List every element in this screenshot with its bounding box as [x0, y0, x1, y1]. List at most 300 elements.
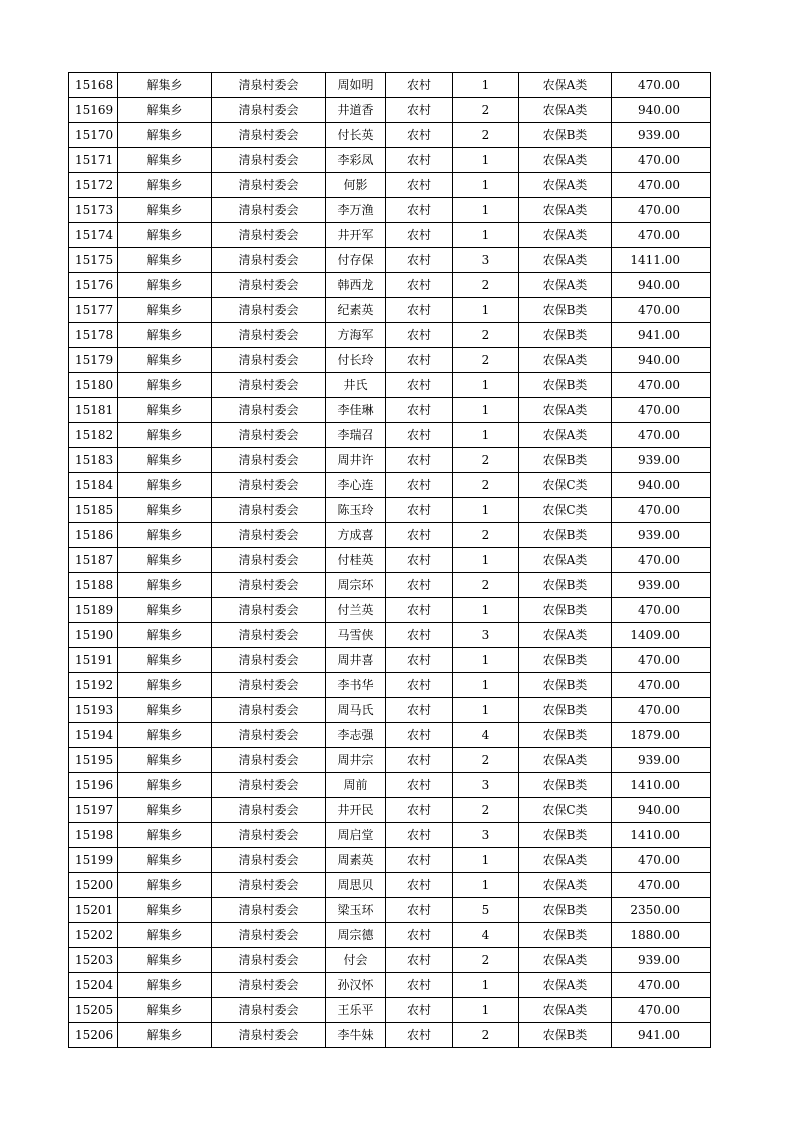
cell-area: 农村: [386, 573, 453, 598]
cell-category: 农保C类: [519, 473, 612, 498]
cell-category: 农保B类: [519, 1023, 612, 1048]
cell-count: 1: [453, 373, 519, 398]
cell-amount: 1409.00: [612, 623, 711, 648]
cell-id: 15177: [69, 298, 118, 323]
cell-count: 1: [453, 148, 519, 173]
table-row: [69, 698, 711, 723]
cell-id: 15196: [69, 773, 118, 798]
cell-name: 井开民: [326, 798, 386, 823]
cell-count: 1: [453, 298, 519, 323]
cell-name: 李彩凤: [326, 148, 386, 173]
cell-name: 周马氏: [326, 698, 386, 723]
cell-township: 解集乡: [118, 473, 212, 498]
cell-category: 农保A类: [519, 173, 612, 198]
cell-category: 农保A类: [519, 423, 612, 448]
cell-id: 15172: [69, 173, 118, 198]
cell-count: 2: [453, 798, 519, 823]
cell-area: 农村: [386, 373, 453, 398]
cell-area: 农村: [386, 498, 453, 523]
cell-township: 解集乡: [118, 273, 212, 298]
table-row: [69, 98, 711, 123]
cell-amount: 1880.00: [612, 923, 711, 948]
cell-township: 解集乡: [118, 898, 212, 923]
cell-name: 井开军: [326, 223, 386, 248]
cell-village: 清泉村委会: [212, 348, 326, 373]
cell-area: 农村: [386, 223, 453, 248]
cell-name: 李志强: [326, 723, 386, 748]
cell-township: 解集乡: [118, 173, 212, 198]
cell-village: 清泉村委会: [212, 598, 326, 623]
cell-name: 周前: [326, 773, 386, 798]
cell-category: 农保B类: [519, 773, 612, 798]
cell-township: 解集乡: [118, 698, 212, 723]
cell-area: 农村: [386, 773, 453, 798]
cell-count: 1: [453, 548, 519, 573]
cell-id: 15202: [69, 923, 118, 948]
cell-area: 农村: [386, 448, 453, 473]
cell-area: 农村: [386, 298, 453, 323]
cell-count: 1: [453, 648, 519, 673]
cell-amount: 470.00: [612, 998, 711, 1023]
cell-area: 农村: [386, 523, 453, 548]
cell-area: 农村: [386, 148, 453, 173]
cell-name: 付桂英: [326, 548, 386, 573]
cell-village: 清泉村委会: [212, 73, 326, 98]
cell-township: 解集乡: [118, 873, 212, 898]
cell-village: 清泉村委会: [212, 148, 326, 173]
cell-count: 5: [453, 898, 519, 923]
table-row: [69, 198, 711, 223]
cell-area: 农村: [386, 248, 453, 273]
cell-amount: 1879.00: [612, 723, 711, 748]
cell-amount: 470.00: [612, 73, 711, 98]
cell-category: 农保B类: [519, 123, 612, 148]
cell-count: 1: [453, 223, 519, 248]
cell-area: 农村: [386, 823, 453, 848]
cell-township: 解集乡: [118, 73, 212, 98]
cell-township: 解集乡: [118, 848, 212, 873]
table-row: [69, 923, 711, 948]
cell-name: 韩西龙: [326, 273, 386, 298]
cell-township: 解集乡: [118, 723, 212, 748]
cell-name: 马雪侠: [326, 623, 386, 648]
cell-id: 15179: [69, 348, 118, 373]
cell-township: 解集乡: [118, 573, 212, 598]
table-row: [69, 148, 711, 173]
cell-count: 1: [453, 973, 519, 998]
cell-name: 周宗德: [326, 923, 386, 948]
table-row: [69, 998, 711, 1023]
table-body: [69, 73, 711, 1048]
cell-id: 15191: [69, 648, 118, 673]
cell-amount: 470.00: [612, 873, 711, 898]
cell-amount: 2350.00: [612, 898, 711, 923]
cell-name: 李牛妹: [326, 1023, 386, 1048]
cell-area: 农村: [386, 723, 453, 748]
table-row: [69, 673, 711, 698]
table-row: [69, 223, 711, 248]
cell-township: 解集乡: [118, 348, 212, 373]
cell-count: 3: [453, 773, 519, 798]
cell-township: 解集乡: [118, 148, 212, 173]
table-row: [69, 623, 711, 648]
cell-village: 清泉村委会: [212, 973, 326, 998]
cell-area: 农村: [386, 73, 453, 98]
cell-id: 15203: [69, 948, 118, 973]
cell-name: 李万渔: [326, 198, 386, 223]
cell-amount: 470.00: [612, 373, 711, 398]
cell-area: 农村: [386, 698, 453, 723]
cell-name: 王乐平: [326, 998, 386, 1023]
cell-count: 3: [453, 823, 519, 848]
cell-area: 农村: [386, 798, 453, 823]
table-row: [69, 798, 711, 823]
cell-amount: 470.00: [612, 173, 711, 198]
cell-name: 付兰英: [326, 598, 386, 623]
table-row: [69, 598, 711, 623]
cell-count: 1: [453, 873, 519, 898]
cell-id: 15176: [69, 273, 118, 298]
cell-category: 农保A类: [519, 548, 612, 573]
cell-id: 15205: [69, 998, 118, 1023]
cell-area: 农村: [386, 98, 453, 123]
cell-village: 清泉村委会: [212, 223, 326, 248]
cell-category: 农保A类: [519, 198, 612, 223]
cell-count: 1: [453, 398, 519, 423]
cell-village: 清泉村委会: [212, 473, 326, 498]
cell-id: 15201: [69, 898, 118, 923]
cell-category: 农保B类: [519, 598, 612, 623]
cell-area: 农村: [386, 673, 453, 698]
cell-category: 农保A类: [519, 873, 612, 898]
cell-count: 4: [453, 923, 519, 948]
cell-category: 农保B类: [519, 898, 612, 923]
cell-category: 农保A类: [519, 623, 612, 648]
cell-count: 2: [453, 123, 519, 148]
table-row: [69, 273, 711, 298]
cell-area: 农村: [386, 123, 453, 148]
cell-name: 方成喜: [326, 523, 386, 548]
cell-area: 农村: [386, 348, 453, 373]
cell-township: 解集乡: [118, 673, 212, 698]
cell-township: 解集乡: [118, 598, 212, 623]
cell-name: 周思贝: [326, 873, 386, 898]
cell-area: 农村: [386, 598, 453, 623]
table-row: [69, 748, 711, 773]
cell-village: 清泉村委会: [212, 523, 326, 548]
cell-count: 2: [453, 98, 519, 123]
cell-count: 2: [453, 948, 519, 973]
cell-area: 农村: [386, 173, 453, 198]
cell-id: 15180: [69, 373, 118, 398]
cell-village: 清泉村委会: [212, 98, 326, 123]
table-row: [69, 73, 711, 98]
cell-amount: 1410.00: [612, 823, 711, 848]
cell-id: 15188: [69, 573, 118, 598]
cell-amount: 941.00: [612, 323, 711, 348]
table-row: [69, 123, 711, 148]
cell-name: 陈玉玲: [326, 498, 386, 523]
cell-village: 清泉村委会: [212, 498, 326, 523]
cell-id: 15178: [69, 323, 118, 348]
cell-amount: 939.00: [612, 523, 711, 548]
cell-township: 解集乡: [118, 323, 212, 348]
cell-township: 解集乡: [118, 948, 212, 973]
cell-township: 解集乡: [118, 523, 212, 548]
cell-township: 解集乡: [118, 923, 212, 948]
cell-id: 15170: [69, 123, 118, 148]
cell-count: 2: [453, 523, 519, 548]
table-row: [69, 423, 711, 448]
cell-category: 农保C类: [519, 498, 612, 523]
cell-amount: 940.00: [612, 348, 711, 373]
cell-area: 农村: [386, 323, 453, 348]
cell-area: 农村: [386, 973, 453, 998]
cell-count: 1: [453, 848, 519, 873]
cell-category: 农保B类: [519, 923, 612, 948]
cell-name: 付存保: [326, 248, 386, 273]
cell-amount: 470.00: [612, 423, 711, 448]
cell-area: 农村: [386, 1023, 453, 1048]
cell-count: 2: [453, 448, 519, 473]
cell-id: 15171: [69, 148, 118, 173]
cell-amount: 470.00: [612, 598, 711, 623]
cell-name: 付长英: [326, 123, 386, 148]
cell-amount: 470.00: [612, 973, 711, 998]
cell-amount: 939.00: [612, 448, 711, 473]
cell-count: 1: [453, 173, 519, 198]
cell-category: 农保C类: [519, 798, 612, 823]
cell-village: 清泉村委会: [212, 798, 326, 823]
table-row: [69, 173, 711, 198]
cell-village: 清泉村委会: [212, 123, 326, 148]
cell-amount: 470.00: [612, 223, 711, 248]
cell-count: 1: [453, 73, 519, 98]
table-row: [69, 523, 711, 548]
cell-area: 农村: [386, 998, 453, 1023]
cell-count: 2: [453, 573, 519, 598]
cell-category: 农保B类: [519, 323, 612, 348]
cell-name: 方海军: [326, 323, 386, 348]
cell-amount: 940.00: [612, 98, 711, 123]
cell-id: 15206: [69, 1023, 118, 1048]
cell-village: 清泉村委会: [212, 298, 326, 323]
cell-count: 4: [453, 723, 519, 748]
cell-category: 农保B类: [519, 723, 612, 748]
cell-amount: 940.00: [612, 273, 711, 298]
cell-amount: 1411.00: [612, 248, 711, 273]
table-row: [69, 848, 711, 873]
cell-amount: 470.00: [612, 398, 711, 423]
cell-id: 15193: [69, 698, 118, 723]
cell-village: 清泉村委会: [212, 923, 326, 948]
cell-id: 15183: [69, 448, 118, 473]
cell-township: 解集乡: [118, 448, 212, 473]
cell-id: 15195: [69, 748, 118, 773]
cell-amount: 470.00: [612, 148, 711, 173]
cell-count: 1: [453, 198, 519, 223]
cell-township: 解集乡: [118, 98, 212, 123]
cell-name: 孙汉怀: [326, 973, 386, 998]
cell-amount: 470.00: [612, 498, 711, 523]
cell-id: 15169: [69, 98, 118, 123]
cell-id: 15175: [69, 248, 118, 273]
cell-category: 农保B类: [519, 698, 612, 723]
cell-name: 周素英: [326, 848, 386, 873]
cell-amount: 470.00: [612, 648, 711, 673]
table-row: [69, 473, 711, 498]
cell-amount: 470.00: [612, 673, 711, 698]
cell-amount: 470.00: [612, 198, 711, 223]
table-row: [69, 323, 711, 348]
cell-category: 农保B类: [519, 448, 612, 473]
cell-village: 清泉村委会: [212, 423, 326, 448]
cell-township: 解集乡: [118, 998, 212, 1023]
cell-amount: 470.00: [612, 848, 711, 873]
cell-village: 清泉村委会: [212, 273, 326, 298]
cell-township: 解集乡: [118, 798, 212, 823]
cell-amount: 940.00: [612, 473, 711, 498]
table-row: [69, 348, 711, 373]
cell-category: 农保A类: [519, 248, 612, 273]
cell-id: 15199: [69, 848, 118, 873]
cell-category: 农保A类: [519, 998, 612, 1023]
table-row: [69, 898, 711, 923]
cell-name: 周井许: [326, 448, 386, 473]
table-row: [69, 773, 711, 798]
cell-id: 15197: [69, 798, 118, 823]
cell-amount: 470.00: [612, 298, 711, 323]
cell-village: 清泉村委会: [212, 373, 326, 398]
cell-id: 15194: [69, 723, 118, 748]
cell-village: 清泉村委会: [212, 323, 326, 348]
cell-id: 15187: [69, 548, 118, 573]
cell-village: 清泉村委会: [212, 848, 326, 873]
table-row: [69, 373, 711, 398]
cell-area: 农村: [386, 623, 453, 648]
cell-category: 农保B类: [519, 298, 612, 323]
cell-name: 李瑞召: [326, 423, 386, 448]
subsidy-table: [68, 72, 711, 1048]
cell-amount: 939.00: [612, 948, 711, 973]
cell-township: 解集乡: [118, 773, 212, 798]
cell-id: 15200: [69, 873, 118, 898]
table-row: [69, 248, 711, 273]
cell-area: 农村: [386, 473, 453, 498]
table-row: [69, 648, 711, 673]
cell-township: 解集乡: [118, 298, 212, 323]
cell-count: 2: [453, 323, 519, 348]
cell-village: 清泉村委会: [212, 823, 326, 848]
cell-amount: 470.00: [612, 548, 711, 573]
cell-area: 农村: [386, 648, 453, 673]
cell-name: 李书华: [326, 673, 386, 698]
cell-village: 清泉村委会: [212, 998, 326, 1023]
cell-area: 农村: [386, 548, 453, 573]
cell-id: 15173: [69, 198, 118, 223]
cell-township: 解集乡: [118, 423, 212, 448]
cell-village: 清泉村委会: [212, 698, 326, 723]
table-row: [69, 723, 711, 748]
table-row: [69, 448, 711, 473]
cell-category: 农保A类: [519, 973, 612, 998]
cell-count: 1: [453, 673, 519, 698]
table-row: [69, 948, 711, 973]
cell-township: 解集乡: [118, 398, 212, 423]
cell-village: 清泉村委会: [212, 648, 326, 673]
cell-count: 3: [453, 248, 519, 273]
cell-id: 15185: [69, 498, 118, 523]
cell-category: 农保B类: [519, 573, 612, 598]
cell-name: 何影: [326, 173, 386, 198]
cell-amount: 939.00: [612, 123, 711, 148]
cell-area: 农村: [386, 748, 453, 773]
cell-name: 周宗环: [326, 573, 386, 598]
cell-area: 农村: [386, 848, 453, 873]
cell-village: 清泉村委会: [212, 448, 326, 473]
cell-category: 农保A类: [519, 848, 612, 873]
cell-category: 农保A类: [519, 348, 612, 373]
cell-id: 15168: [69, 73, 118, 98]
cell-township: 解集乡: [118, 748, 212, 773]
cell-id: 15192: [69, 673, 118, 698]
table-row: [69, 873, 711, 898]
cell-amount: 470.00: [612, 698, 711, 723]
table-row: [69, 573, 711, 598]
cell-category: 农保B类: [519, 373, 612, 398]
cell-name: 纪素英: [326, 298, 386, 323]
cell-count: 2: [453, 348, 519, 373]
cell-id: 15181: [69, 398, 118, 423]
cell-area: 农村: [386, 273, 453, 298]
cell-village: 清泉村委会: [212, 948, 326, 973]
table-row: [69, 548, 711, 573]
cell-name: 井道香: [326, 98, 386, 123]
cell-category: 农保A类: [519, 98, 612, 123]
cell-township: 解集乡: [118, 1023, 212, 1048]
cell-category: 农保A类: [519, 148, 612, 173]
cell-count: 2: [453, 1023, 519, 1048]
cell-name: 梁玉环: [326, 898, 386, 923]
cell-village: 清泉村委会: [212, 873, 326, 898]
cell-id: 15182: [69, 423, 118, 448]
cell-count: 2: [453, 748, 519, 773]
cell-id: 15190: [69, 623, 118, 648]
cell-count: 2: [453, 273, 519, 298]
cell-count: 1: [453, 998, 519, 1023]
cell-township: 解集乡: [118, 823, 212, 848]
cell-amount: 939.00: [612, 748, 711, 773]
table-row: [69, 823, 711, 848]
table-row: [69, 298, 711, 323]
cell-village: 清泉村委会: [212, 248, 326, 273]
cell-category: 农保B类: [519, 523, 612, 548]
cell-category: 农保A类: [519, 73, 612, 98]
cell-area: 农村: [386, 948, 453, 973]
cell-township: 解集乡: [118, 198, 212, 223]
cell-village: 清泉村委会: [212, 1023, 326, 1048]
cell-name: 周井宗: [326, 748, 386, 773]
cell-amount: 941.00: [612, 1023, 711, 1048]
cell-category: 农保B类: [519, 673, 612, 698]
cell-id: 15204: [69, 973, 118, 998]
cell-id: 15184: [69, 473, 118, 498]
cell-area: 农村: [386, 898, 453, 923]
cell-name: 付会: [326, 948, 386, 973]
cell-id: 15189: [69, 598, 118, 623]
cell-village: 清泉村委会: [212, 573, 326, 598]
cell-count: 1: [453, 423, 519, 448]
